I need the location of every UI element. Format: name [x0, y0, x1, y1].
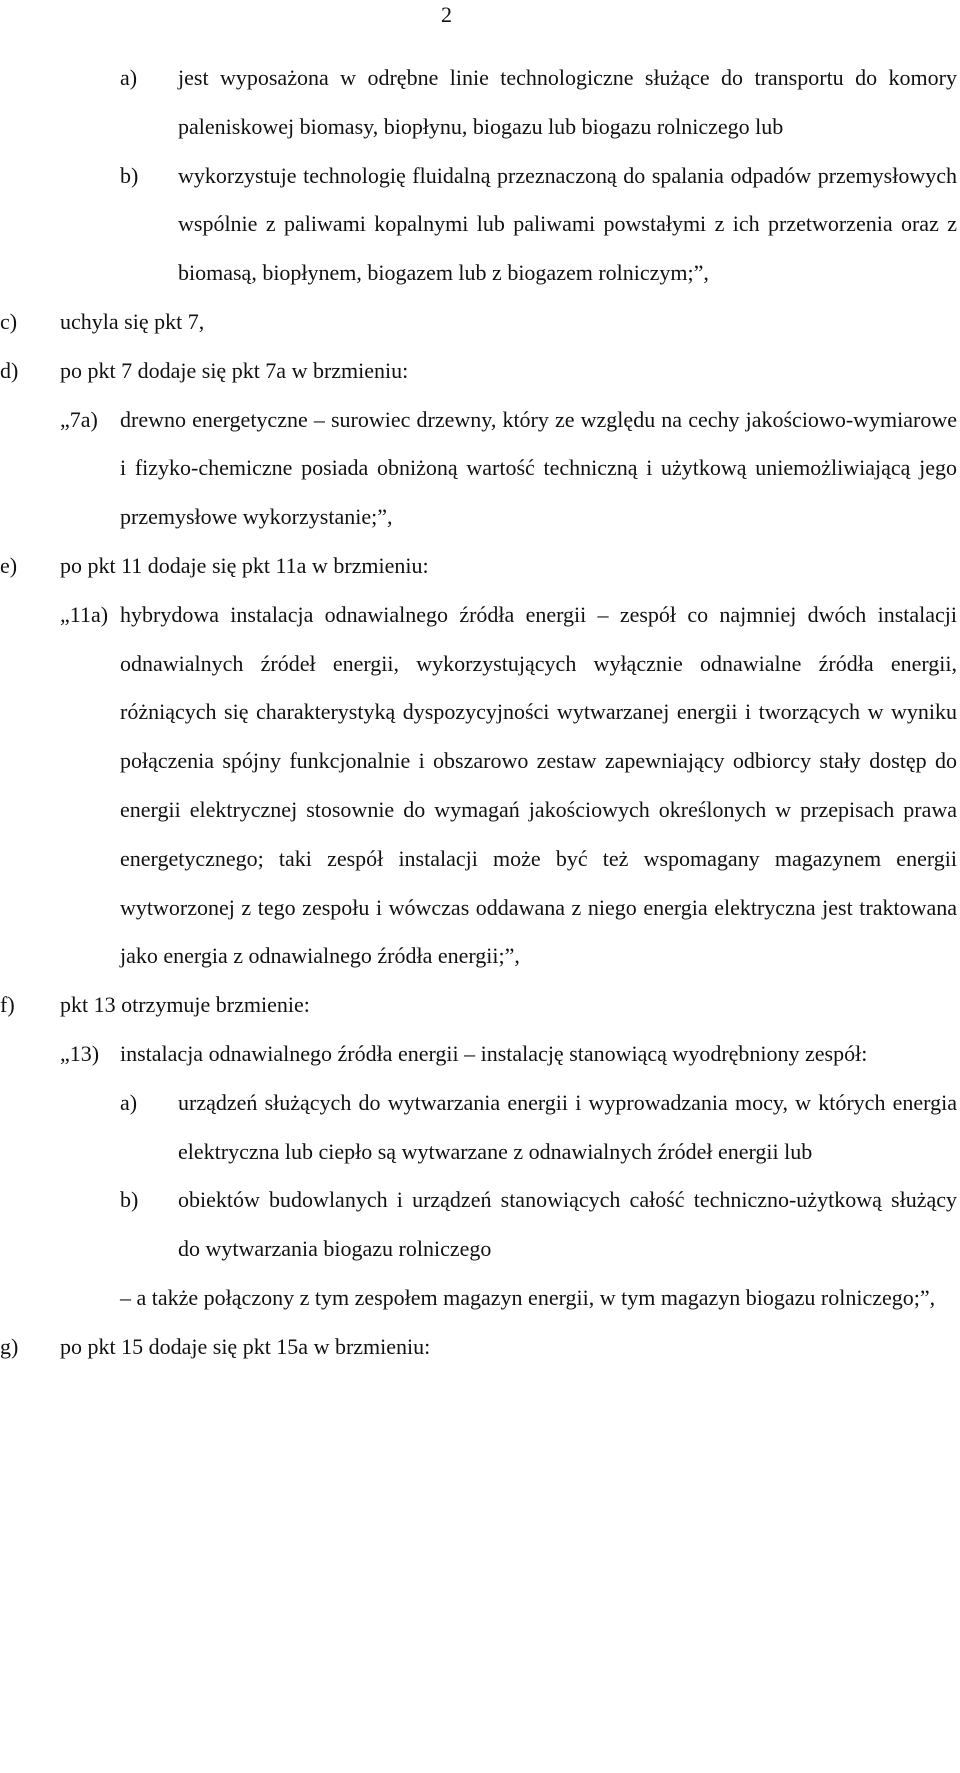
item-label: c): [0, 308, 18, 334]
item-text: hybrydowa instalacja odnawialnego źródła energii – zespół co najmniej dwóch instalacji odnawialnych źródeł energii, wykorzystujących wyłącznie odnawialne źródła energii, różniących się charakterystyką dyspozycyjności wytwarzanej energii i tworzących w wyniku połączenia spójny funkcjonalnie i obszarowo zestaw zapewniający odbiorcy stały dostęp do energii elektrycznej stosownie do wymagań jakościowych określonych w przepisach prawa energetycznego; taki zespół instalacji może być też wspomagany magazynem energii wytworzonej z tego zespołu i wówczas oddawana z niego energia elektryczna jest traktowana jako energia z odnawialnego źródła energii;”,: [120, 601, 957, 969]
item-text: jest wyposażona w odrębne linie technologiczne służące do transportu do komory paleniskowej biomasy, biopłynu, biogazu lub biogazu rolniczego lub: [178, 65, 957, 139]
item-label: „11a): [60, 601, 109, 627]
list-item: [0, 1323, 960, 1372]
item-text: – a także połączony z tym zespołem magazyn energii, w tym magazyn biogazu rolniczego;”,: [120, 1284, 936, 1310]
item-text: po pkt 11 dodaje się pkt 11a w brzmieniu:: [60, 552, 429, 578]
item-label: b): [120, 1187, 139, 1213]
item-text: po pkt 7 dodaje się pkt 7a w brzmieniu:: [60, 357, 409, 383]
item-text: wykorzystuje technologię fluidalną przeznaczoną do spalania odpadów przemysłowych wspólnie z paliwami kopalnymi lub paliwami powstałymi z ich przetworzenia oraz z biomasą, biopłynem, biogazem lub z biogazem rolniczym;”,: [178, 162, 957, 286]
item-text: drewno energetyczne – surowiec drzewny, który ze względu na cechy jakościowo-wymiarowe i fizyko-chemiczne posiada obniżoną wartość techniczną i użytkową uniemożliwiającą jego przemysłowe wykorzystanie;”,: [120, 406, 957, 530]
definition-item: [0, 396, 960, 542]
item-label: e): [0, 552, 18, 578]
definition-item: [0, 591, 960, 981]
item-text: instalacja odnawialnego źródła energii – instalację stanowiącą wyodrębniony zespół:: [120, 1040, 868, 1066]
item-label: g): [0, 1333, 19, 1359]
item-text: obiektów budowlanych i urządzeń stanowiących całość techniczno-użytkową służący do wytwarzania biogazu rolniczego: [178, 1187, 957, 1262]
item-label: „7a): [60, 406, 98, 432]
list-item: [0, 1079, 960, 1177]
item-label: „13): [60, 1040, 100, 1066]
item-label: a): [120, 1089, 138, 1115]
item-text: po pkt 15 dodaje się pkt 15a w brzmieniu:: [60, 1333, 431, 1359]
page-number: 2: [441, 2, 452, 27]
list-item: [0, 298, 960, 347]
closing-clause: [0, 1274, 960, 1323]
item-text: urządzeń służących do wytwarzania energii i wyprowadzania mocy, w których energia elektryczna lub ciepło są wytwarzane z odnawialnych źródeł energii lub: [178, 1089, 957, 1164]
item-label: b): [120, 162, 139, 188]
item-text: pkt 13 otrzymuje brzmienie:: [60, 992, 310, 1018]
list-item: [0, 542, 960, 591]
definition-item: [0, 1030, 960, 1079]
list-item: [0, 152, 960, 298]
list-item: [0, 981, 960, 1030]
document-body: [0, 54, 960, 1372]
item-label: d): [0, 357, 19, 383]
item-text: uchyla się pkt 7,: [60, 308, 205, 334]
item-label: a): [120, 65, 138, 90]
list-item: [0, 54, 960, 152]
list-item: [0, 1176, 960, 1274]
item-label: f): [0, 992, 15, 1018]
list-item: [0, 347, 960, 396]
